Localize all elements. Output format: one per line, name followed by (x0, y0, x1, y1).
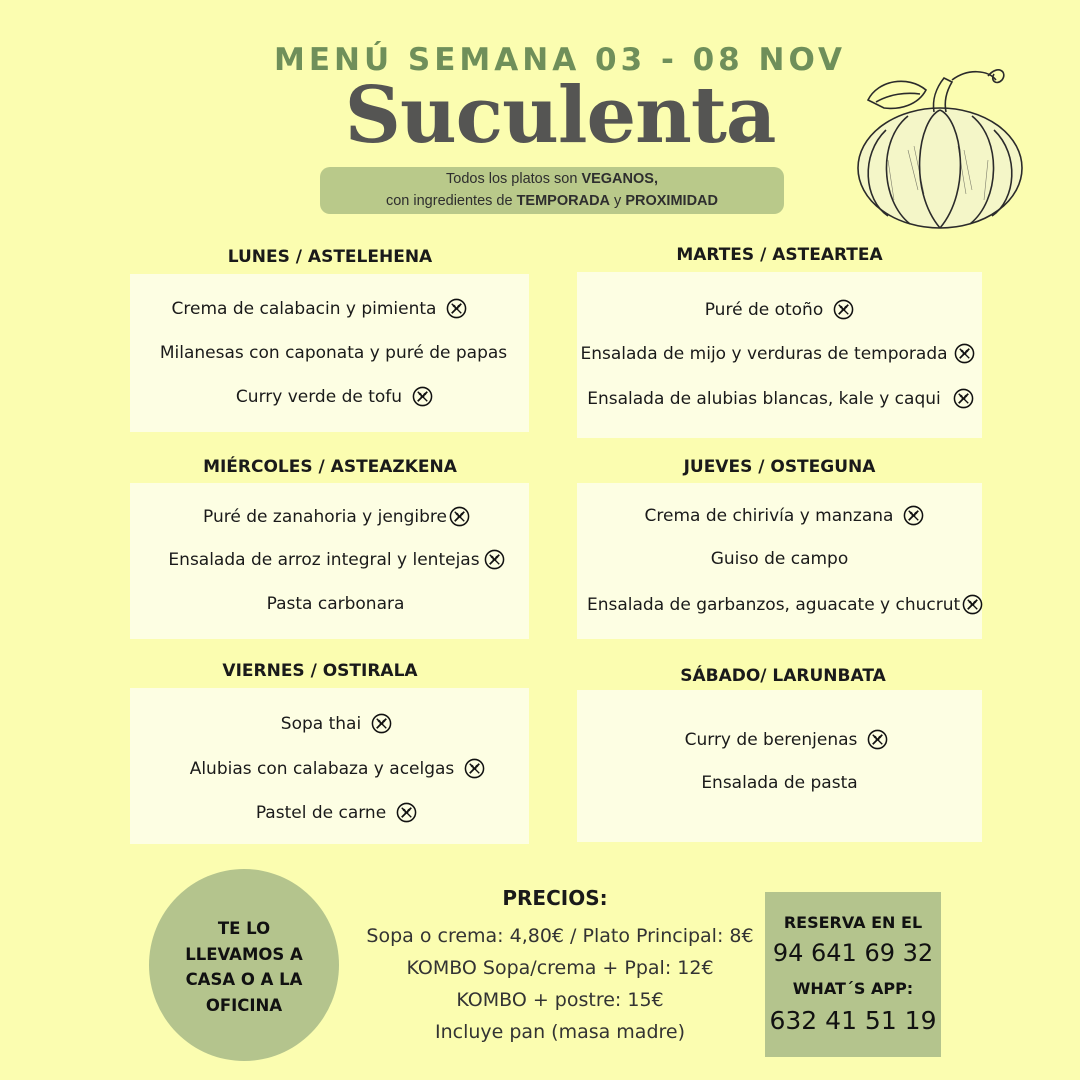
dish-item (577, 773, 982, 793)
dish-item (144, 802, 529, 823)
dish-name: Curry de berenjenas (684, 730, 858, 750)
day-title-monday: LUNES / ASTELEHENA (227, 247, 433, 267)
dish-name: Pastel de carne (255, 803, 387, 823)
day-title-tuesday: MARTES / ASTEARTEA (676, 245, 883, 265)
dish-item (110, 298, 529, 319)
tagline-season: TEMPORADA (516, 193, 611, 209)
dish-item (140, 386, 529, 407)
crossed-wheat-icon (484, 549, 505, 570)
price-line: KOMBO + postre: 15€ (456, 989, 664, 1011)
dish-name: Milanesas con caponata y puré de papas (159, 343, 508, 363)
pumpkin-illustration (848, 60, 1028, 235)
dish-item (587, 594, 982, 615)
brand-title: Suculenta (344, 70, 776, 161)
dish-item (144, 713, 529, 734)
prices-title: PRECIOS: (502, 886, 608, 910)
dish-name: Ensalada de pasta (701, 773, 858, 793)
crossed-wheat-icon (449, 506, 470, 527)
crossed-wheat-icon (464, 758, 485, 779)
dish-name: Curry verde de tofu (235, 387, 403, 407)
dish-item (577, 299, 982, 320)
dish-item (587, 505, 982, 526)
crossed-wheat-icon (412, 386, 433, 407)
dish-item (144, 549, 529, 570)
day-title-thursday: JUEVES / OSTEGUNA (683, 457, 876, 477)
crossed-wheat-icon (954, 343, 975, 364)
delivery-text: TE LO LLEVAMOS A CASA O A LA OFICINA (185, 919, 303, 1015)
vegan-tagline (320, 167, 784, 214)
dish-name: Crema de chirivía y manzana (644, 506, 894, 526)
crossed-wheat-icon (371, 713, 392, 734)
dish-name: Sopa thai (280, 714, 362, 734)
dish-item (142, 594, 529, 614)
day-title-saturday: SÁBADO/ LARUNBATA (680, 666, 886, 686)
crossed-wheat-icon (446, 298, 467, 319)
crossed-wheat-icon (953, 388, 974, 409)
crossed-wheat-icon (833, 299, 854, 320)
whatsapp-label: WHAT´S APP: (792, 979, 914, 998)
dish-item (577, 549, 982, 569)
tagline-proximity: PROXIMIDAD (625, 193, 718, 209)
day-title-friday: VIERNES / OSTIRALA (222, 661, 418, 681)
day-card-friday (130, 688, 529, 844)
crossed-wheat-icon (396, 802, 417, 823)
dish-item (144, 506, 529, 527)
tagline-text: y (610, 193, 626, 209)
dish-name: Pasta carbonara (266, 594, 405, 614)
dish-name: Guiso de campo (710, 549, 849, 569)
tagline-vegan: VEGANOS, (581, 171, 658, 187)
tagline-text: Todos los platos son (446, 171, 582, 187)
reservation-box (765, 892, 941, 1057)
dish-item (579, 388, 982, 409)
dish-name: Puré de otoño (704, 300, 824, 320)
dish-name: Ensalada de alubias blancas, kale y caqui (587, 389, 941, 409)
day-card-monday (130, 274, 529, 432)
reserve-label: RESERVA EN EL (783, 913, 923, 932)
dish-item (591, 729, 982, 750)
price-line: Incluye pan (masa madre) (434, 1021, 686, 1043)
dish-name: Ensalada de mijo y verduras de temporada (580, 344, 948, 364)
dish-item (146, 758, 529, 779)
day-card-tuesday (577, 272, 982, 438)
price-line: KOMBO Sopa/crema + Ppal: 12€ (406, 957, 714, 979)
tagline-text: con ingredientes de (385, 193, 517, 209)
dish-item (573, 343, 982, 364)
dish-name: Ensalada de arroz integral y lentejas (168, 550, 480, 570)
day-card-thursday (577, 483, 982, 639)
crossed-wheat-icon (867, 729, 888, 750)
crossed-wheat-icon (962, 594, 983, 615)
menu-week-subtitle: MENÚ SEMANA 03 - 08 NOV (274, 42, 846, 78)
day-card-wednesday (130, 483, 529, 639)
dish-name: Alubias con calabaza y acelgas (189, 759, 455, 779)
dish-item (138, 343, 529, 363)
day-title-wednesday: MIÉRCOLES / ASTEAZKENA (203, 457, 457, 477)
dish-name: Ensalada de garbanzos, aguacate y chucrut (587, 595, 961, 615)
price-line: Sopa o crema: 4,80€ / Plato Principal: 8€ (366, 925, 754, 947)
phone-number[interactable]: 94 641 69 32 (772, 939, 934, 967)
dish-name: Puré de zanahoria y jengibre (203, 507, 447, 527)
dish-name: Crema de calabacin y pimienta (171, 299, 437, 319)
crossed-wheat-icon (903, 505, 924, 526)
day-card-saturday (577, 690, 982, 842)
whatsapp-number[interactable]: 632 41 51 19 (769, 1006, 937, 1035)
